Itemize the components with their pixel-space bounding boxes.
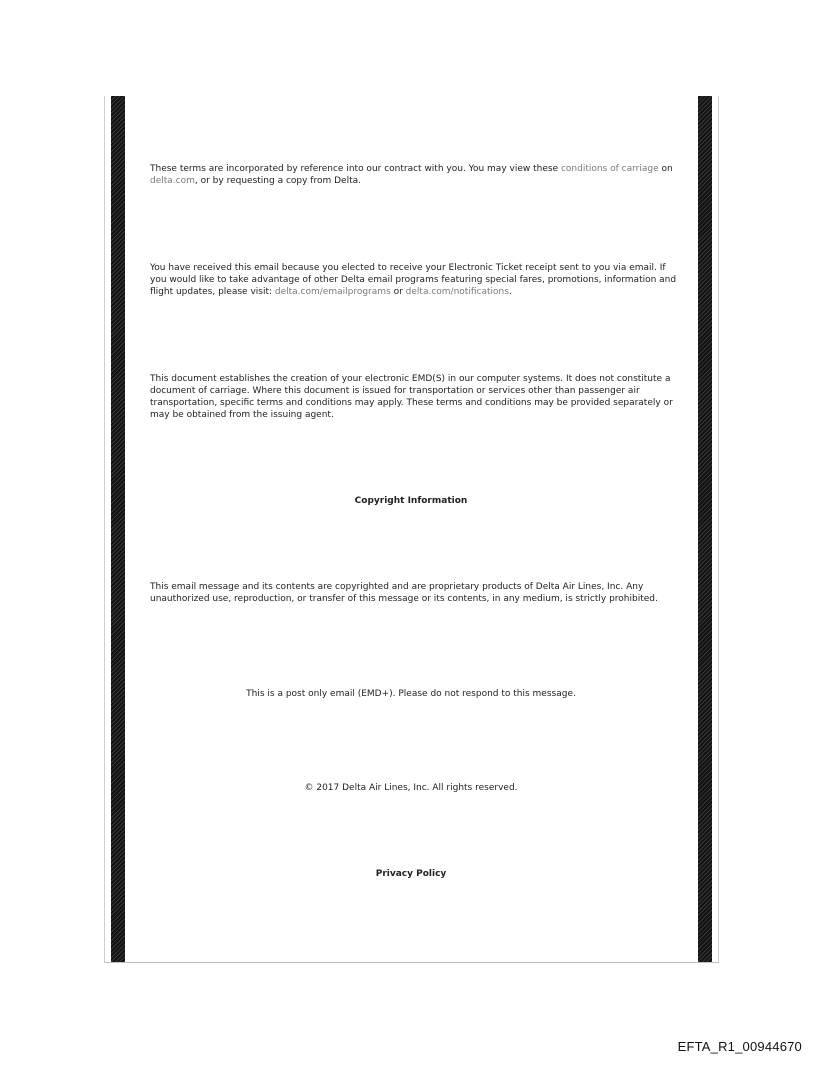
frame-left-rule xyxy=(104,96,105,962)
left-border-bar xyxy=(111,96,125,962)
terms-paragraph xyxy=(150,163,680,187)
email-frame xyxy=(104,96,719,963)
emailprograms-link[interactable]: delta.com/emailprograms xyxy=(274,287,391,297)
copyright-heading: Copyright Information xyxy=(354,496,468,506)
right-border-bar xyxy=(698,96,712,962)
frame-right-rule xyxy=(718,96,719,962)
document-id-stamp: EFTA_R1_00944670 xyxy=(677,1039,802,1054)
email-receipt-after: . xyxy=(508,287,512,297)
copyright-paragraph: This email message and its contents are copyrighted and are proprietary products of Delta Air Lines, Inc. Any unauthorized use, reproduction, or transfer of this message or its contents, in any medium, is strictly prohibited. xyxy=(150,582,658,604)
terms-text-after: , or by requesting a copy from Delta. xyxy=(194,176,361,186)
rights-reserved-text: © 2017 Delta Air Lines, Inc. All rights reserved. xyxy=(304,783,518,793)
conditions-of-carriage-link[interactable]: conditions of carriage xyxy=(560,164,659,174)
delta-com-link[interactable]: delta.com xyxy=(150,176,195,186)
email-receipt-or: or xyxy=(390,287,406,297)
terms-text-on: on xyxy=(658,164,673,174)
privacy-policy-link[interactable]: Privacy Policy xyxy=(375,869,447,879)
email-receipt-text: You have received this email because you elected to receive your Electronic Ticket receipt sent to you via email. If you would like to take advantage of other Delta email programs featuring special fares, promotions, information and flight updates, please visit: xyxy=(150,263,677,297)
post-only-notice: This is a post only email (EMD+). Please do not respond to this message. xyxy=(246,689,576,699)
emd-notice-paragraph: This document establishes the creation of your electronic EMD(S) in our computer systems. It does not constitute a document of carriage. Where this document is issued for transportation or services other than passenger air transportation, specific terms and conditions may apply. These terms and conditions may be provided separately or may be obtained from the issuing agent. xyxy=(150,374,673,420)
email-receipt-paragraph xyxy=(150,262,680,298)
terms-text-before: These terms are incorporated by reference into our contract with you. You may view these xyxy=(150,164,561,174)
notifications-link[interactable]: delta.com/notifications xyxy=(405,287,509,297)
